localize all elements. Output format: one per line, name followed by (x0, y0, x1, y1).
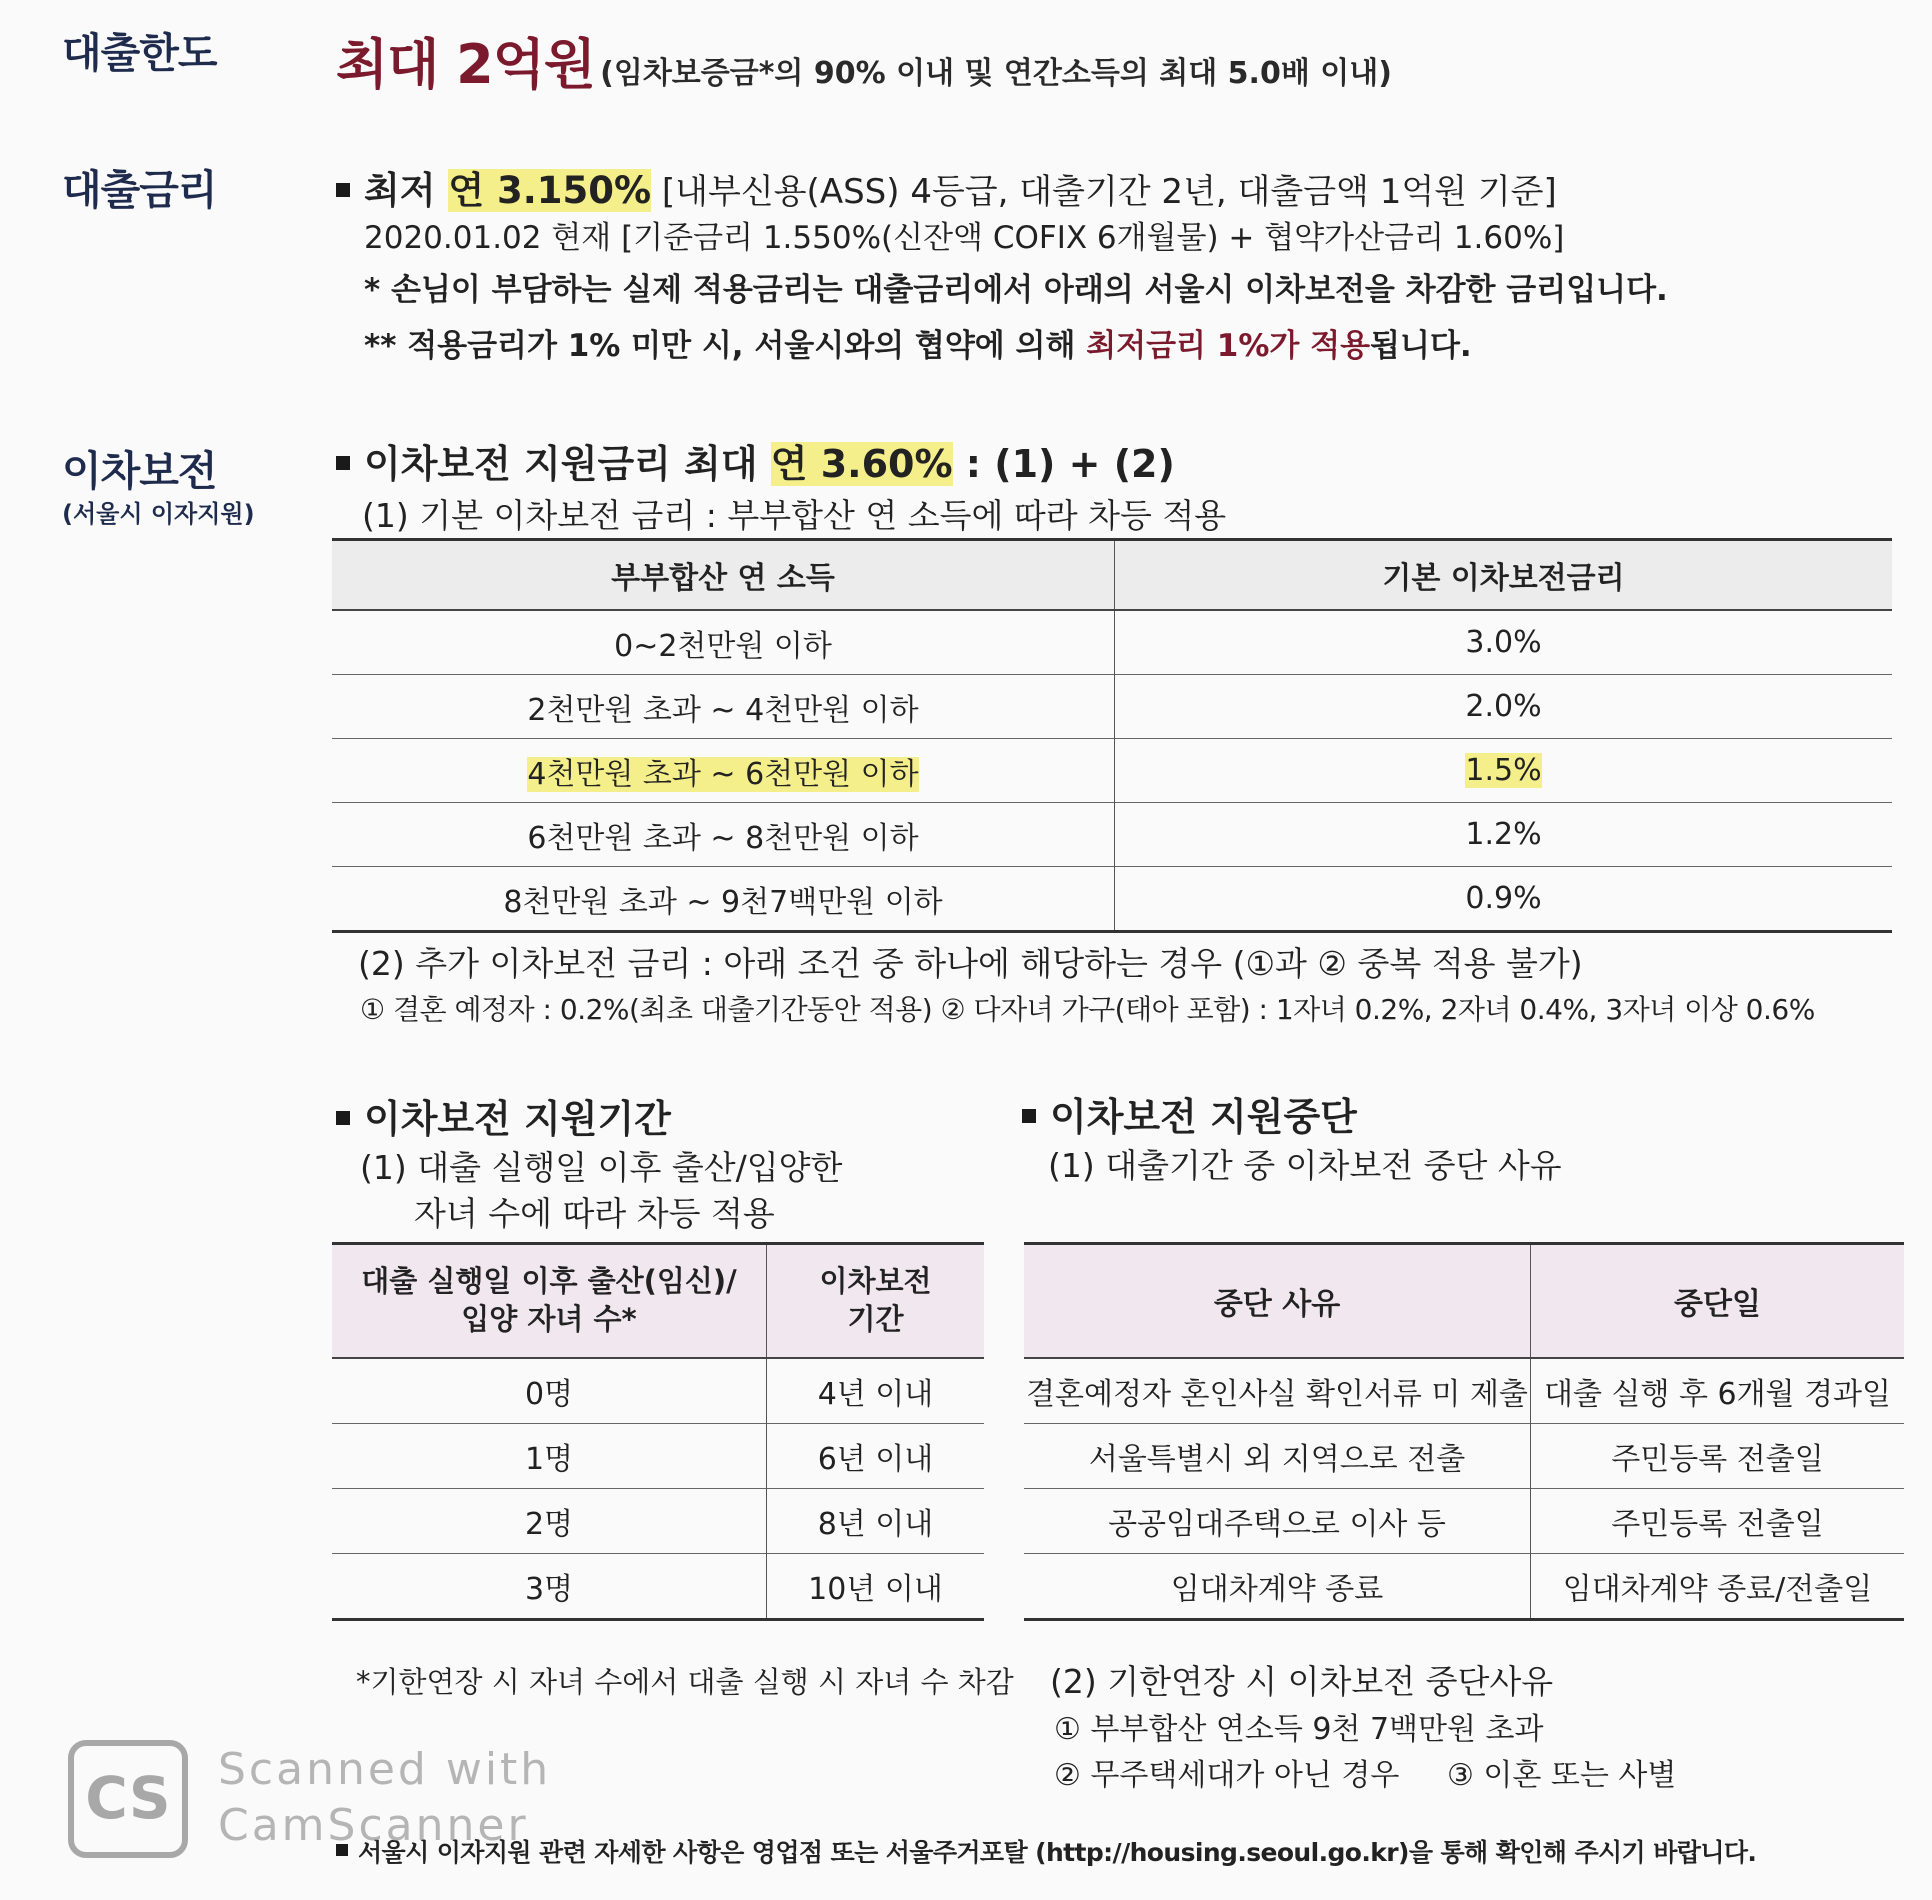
period-table (332, 1242, 984, 1621)
rate-cell: 1.2% (1115, 803, 1893, 867)
reason-cell: 공공임대주택으로 이사 등 (1024, 1489, 1531, 1554)
bullet-icon (1022, 1109, 1036, 1123)
loan-rate-label: 대출금리 (62, 166, 217, 214)
table-row (332, 675, 1892, 739)
highlighted-max-rate: 연 3.60% (770, 442, 953, 486)
period-cell: 8년 이내 (767, 1489, 985, 1554)
column-header: 부부합산 연 소득 (332, 540, 1115, 611)
period-title: 이차보전 지원기간 (336, 1088, 671, 1143)
suspension-sub1: (1) 대출기간 중 이차보전 중단 사유 (1048, 1146, 1562, 1185)
table-row (332, 803, 1892, 867)
loan-rate-line4: ** 적용금리가 1% 미만 시, 서울시와의 협약에 의해 최저금리 1%가 적용됩니다. (364, 328, 1472, 364)
children-cell: 3명 (332, 1554, 767, 1620)
table-row (1024, 1424, 1904, 1489)
reason-cell: 결혼예정자 혼인사실 확인서류 미 제출 (1024, 1358, 1531, 1424)
suspension-title: 이차보전 지원중단 (1022, 1086, 1357, 1141)
table-row (332, 1489, 984, 1554)
income-cell: 6천만원 초과 ~ 8천만원 이하 (332, 803, 1115, 867)
suspension-table (1024, 1242, 1904, 1621)
reason-cell: 임대차계약 종료 (1024, 1554, 1531, 1620)
stop-date-cell: 대출 실행 후 6개월 경과일 (1531, 1358, 1905, 1424)
bullet-icon (336, 456, 350, 470)
column-header: 중단 사유 (1024, 1244, 1531, 1359)
min-rate-note: 최저금리 1%가 적용 (1086, 328, 1371, 364)
subsidy-title: 이차보전 지원금리 최대 연 3.60% : (1) + (2) (336, 433, 1175, 488)
table-row (332, 1358, 984, 1424)
subsidy-sublabel: (서울시 이자지원) (62, 500, 255, 528)
loan-rate-line3: * 손님이 부담하는 실제 적용금리는 대출금리에서 아래의 서울시 이차보전을 차감한 금리입니다. (364, 272, 1668, 308)
subsidy-label: 이차보전 (62, 447, 217, 495)
period-sub1-line2: 자녀 수에 따라 차등 적용 (414, 1194, 775, 1233)
table-row (332, 610, 1892, 675)
suspension-sub2: (2) 기한연장 시 이차보전 중단사유 (1050, 1662, 1554, 1701)
table-header-row (1024, 1244, 1904, 1359)
rate-cell: 0.9% (1115, 867, 1893, 932)
bullet-icon (336, 1111, 350, 1125)
column-header: 이차보전 기간 (767, 1244, 985, 1359)
table-header-row (332, 540, 1892, 611)
rate-cell: 2.0% (1115, 675, 1893, 739)
highlighted-rate: 연 3.150% (448, 169, 652, 212)
table-row (332, 867, 1892, 932)
column-header: 중단일 (1531, 1244, 1905, 1359)
watermark-line2: CamScanner (218, 1800, 529, 1851)
table-row (332, 1554, 984, 1620)
loan-limit-label: 대출한도 (62, 29, 217, 77)
basic-subsidy-table (332, 538, 1892, 933)
table-row (1024, 1489, 1904, 1554)
income-cell: 8천만원 초과 ~ 9천7백만원 이하 (332, 867, 1115, 932)
suspension-sub2-line2: ② 무주택세대가 아닌 경우 ③ 이혼 또는 사별 (1054, 1758, 1677, 1793)
table-row (1024, 1358, 1904, 1424)
loan-limit-headline: 최대 2억원 (336, 33, 596, 96)
stop-date-cell: 임대차계약 종료/전출일 (1531, 1554, 1905, 1620)
column-header: 대출 실행일 이후 출산(임신)/ 입양 자녀 수* (332, 1244, 767, 1359)
period-cell: 4년 이내 (767, 1358, 985, 1424)
children-cell: 1명 (332, 1424, 767, 1489)
period-sub1-line1: (1) 대출 실행일 이후 출산/입양한 (360, 1148, 843, 1187)
period-cell: 10년 이내 (767, 1554, 985, 1620)
table-row (332, 1424, 984, 1489)
rate-cell: 3.0% (1115, 610, 1893, 675)
reason-cell: 서울특별시 외 지역으로 전출 (1024, 1424, 1531, 1489)
stop-date-cell: 주민등록 전출일 (1531, 1424, 1905, 1489)
camscanner-logo-icon: CS (68, 1740, 188, 1858)
income-cell: 0~2천만원 이하 (332, 610, 1115, 675)
income-cell: 2천만원 초과 ~ 4천만원 이하 (332, 675, 1115, 739)
loan-rate-line2: 2020.01.02 현재 [기준금리 1.550%(신잔액 COFIX 6개월물) + 협약가산금리 1.60%] (364, 220, 1565, 256)
stop-date-cell: 주민등록 전출일 (1531, 1489, 1905, 1554)
subsidy-sub2: (2) 추가 이차보전 금리 : 아래 조건 중 하나에 해당하는 경우 (①과 ② 중복 적용 불가) (358, 944, 1583, 983)
rate-cell: 1.5% (1115, 739, 1893, 803)
subsidy-sub1: (1) 기본 이차보전 금리 : 부부합산 연 소득에 따라 차등 적용 (362, 496, 1227, 535)
table-row (332, 739, 1892, 803)
children-cell: 2명 (332, 1489, 767, 1554)
income-cell: 4천만원 초과 ~ 6천만원 이하 (332, 739, 1115, 803)
table-row (1024, 1554, 1904, 1620)
column-header: 기본 이차보전금리 (1115, 540, 1893, 611)
period-footnote: *기한연장 시 자녀 수에서 대출 실행 시 자녀 수 차감 (356, 1665, 1014, 1699)
loan-limit-note: (임차보증금*의 90% 이내 및 연간소득의 최대 5.0배 이내) (600, 56, 1392, 91)
loan-rate-line1: 최저 연 3.150% [내부신용(ASS) 4등급, 대출기간 2년, 대출금액 1억원 기준] (336, 160, 1557, 214)
watermark-line1: Scanned with (218, 1744, 552, 1795)
table-header-row (332, 1244, 984, 1359)
period-cell: 6년 이내 (767, 1424, 985, 1489)
subsidy-sub2-detail: ① 결혼 예정자 : 0.2%(최초 대출기간동안 적용) ② 다자녀 가구(태아 포함) : 1자녀 0.2%, 2자녀 0.4%, 3자녀 이상 0.6% (360, 993, 1815, 1026)
suspension-sub2-line1: ① 부부합산 연소득 9천 7백만원 초과 (1054, 1712, 1544, 1747)
children-cell: 0명 (332, 1358, 767, 1424)
bullet-icon (336, 183, 350, 197)
footer-note: 서울시 이자지원 관련 자세한 사항은 영업점 또는 서울주거포탈 (http://housing.seoul.go.kr)을 통해 확인해 주시기 바랍니다. (336, 1833, 1756, 1869)
